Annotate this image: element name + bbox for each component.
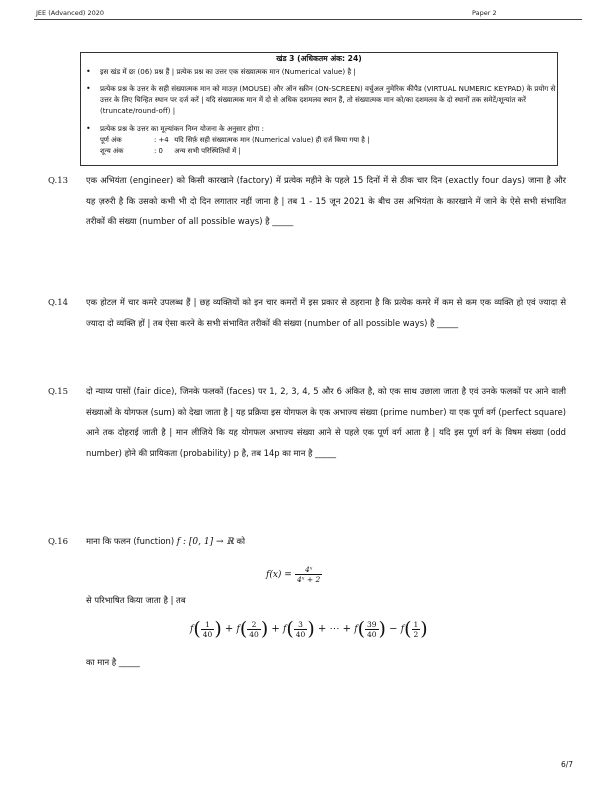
question-text-13: एक अभियंता (engineer) को किसी कारखाने (factory) में प्रत्येक महीने के पहले 15 दिनों में से ठीक चार दिन (exactly four days) जाना है और यह ज़रुरी है कि उसको कभी भी दो दिन लगातार नहीं जाना है | तब 1 - 15 जून 2021 के बीच उस अभियंता के कारखाने में जाने के ऐसे सभी संभावित तरीकों की संख्या (number of all possible ways) है _____ [86,175,566,226]
term-1 [201,620,215,639]
header-rule [34,19,582,20]
instruction-bullet-1 [86,66,556,77]
term-5-den: 2 [413,629,419,639]
instruction-bullet-3 [86,123,556,134]
eq-fraction [295,565,322,584]
q16-intro-text: माना कि फलन (function) [86,536,175,546]
minus-sign: − [389,623,398,635]
marks-desc: यदि सिर्फ़ सही संख्यात्मक मान (Numerical value) ही दर्ज किया गया है | [174,136,370,144]
term-3-num: 3 [294,620,308,630]
term-2-den: 40 [249,629,259,639]
header-exam-name: JEE (Advanced) 2020 [36,9,104,17]
paren-close: ) [307,618,315,640]
marks-value: : 0 [154,147,163,155]
instruction-text-2: प्रत्येक प्रश्न के उत्तर के सही संख्यात्मक मान को माउज़ (MOUSE) और ऑन स्क्रीन (ON-SCREEN) वर्चुअल नुमेरिक कीपैड (VIRTUAL NUMERIC KEYPAD) के प्रयोग से उत्तर के लिए चिन्हित स्थान पर दर्ज करें | यदि संख्यात्मक मान में दो से अधिक दशमलव स्थान हैं, तो संख्यात्मक मान को/का दशमलव के दो स्थानों तक समेटें/शून्यांत करें (truncate/round-off) | [100,84,556,116]
term-1-num: 1 [201,620,215,630]
plus-sign: + [224,623,234,635]
term-2-num: 2 [247,620,261,630]
bullet-dot: • [86,67,91,76]
f-symbol: f [190,624,194,635]
term-4-num: 39 [367,619,377,629]
term-4 [365,620,379,639]
q16-intro-end: को [236,536,246,546]
question-number-14: Q.14 [48,298,69,308]
header-paper: Paper 2 [472,9,497,17]
paren-close: ) [420,618,428,640]
term-2 [247,620,261,639]
question-text-14: एक होटल में चार कमरे उपलब्ध हैं | छह व्यक्तियों को इन चार कमरों में इस प्रकार से ठहराना है कि प्रत्येक कमरे में कम से कम एक व्यक्ति हो एवं ज्यादा से ज्यादा दो व्यक्ति हों | तब ऐसा करने के सभी संभावित तरीकों की संख्या (number of all possible ways) है _____ [86,297,566,328]
paren-open: ( [239,618,248,640]
f-symbol: f [283,624,287,635]
term-5-num: 1 [413,619,419,629]
f-symbol: f [400,624,405,635]
bullet-dot: • [86,84,91,93]
question-16-intro [86,531,566,553]
paren-close: ) [378,618,386,640]
marks-row-full [100,136,369,146]
paren-close: ) [260,618,269,640]
dots-sign: + ⋯ + [317,623,352,635]
instruction-bullet-2 [86,83,556,117]
term-3-den: 40 [295,629,306,639]
eq-lhs: f(x) = [266,570,292,580]
function-definition [266,565,322,584]
q16-function-domain: f : [0, 1] → ℝ [176,537,234,547]
marks-value: : +4 [154,136,169,144]
paren-close: ) [214,618,222,640]
question-text-15: दो न्याय्य पासों (fair dice), जिनके फलकों (faces) पर 1, 2, 3, 4, 5 और 6 अंकित है, को एक साथ उछाला जाता है एवं उनके फलकों पर आने वाली संख्याओं के योगफल (sum) को देखा जाता है | यह प्रक्रिया इस योगफल के एक अभाज्य संख्या (prime number) या एक पूर्ण वर्ग (perfect square) आने तक दोहराई जाती है | मान लीजिये कि यह योगफल अभाज्य संख्या आने से पहले एक पूर्ण वर्ग आता है | यदि इस पूर्ण वर्ग के विषम संख्या (odd number) होने की प्रायिकता (probability) p है, तब 14p का मान है _____ [86,386,566,458]
q16-ending: का मान है _____ [86,657,140,667]
eq-denominator: 4ˣ + 2 [297,575,321,584]
question-number-16: Q.16 [48,537,69,547]
plus-sign: + [271,623,280,635]
page-number: 6/7 [561,760,574,769]
paren-open: ( [193,618,201,640]
marks-label: शून्य अंक [100,147,124,155]
question-number-13: Q.13 [48,176,69,186]
f-symbol: f [236,624,240,635]
marks-row-zero [100,147,241,157]
marks-desc: अन्य सभी परिस्थितियों में | [174,147,241,155]
f-symbol: f [354,624,358,635]
paren-open: ( [286,618,294,640]
term-5 [412,620,421,639]
term-1-den: 40 [202,629,213,639]
paren-open: ( [357,618,365,640]
instruction-text-3: प्रत्येक प्रश्न के उत्तर का मूल्यांकन निम्न योजना के अनुसार होगा : [100,124,265,133]
term-4-den: 40 [367,629,377,639]
eq-numerator: 4ˣ [295,565,322,575]
instruction-text-1: इस खंड में छः (06) प्रश्न हैं | प्रत्येक प्रश्न का उत्तर एक संख्यात्मक मान (Numerical value) है | [100,67,356,76]
paren-open: ( [404,618,412,640]
marks-label: पूर्ण अंक [100,136,122,144]
q16-defined-text: से परिभाषित किया जाता है | तब [86,595,186,605]
term-3 [294,620,308,639]
question-number-15: Q.15 [48,387,69,397]
section-title: खंड 3 (अधिकतम अंक: 24) [276,54,362,63]
bullet-dot: • [86,124,91,133]
series-expression [190,618,428,640]
